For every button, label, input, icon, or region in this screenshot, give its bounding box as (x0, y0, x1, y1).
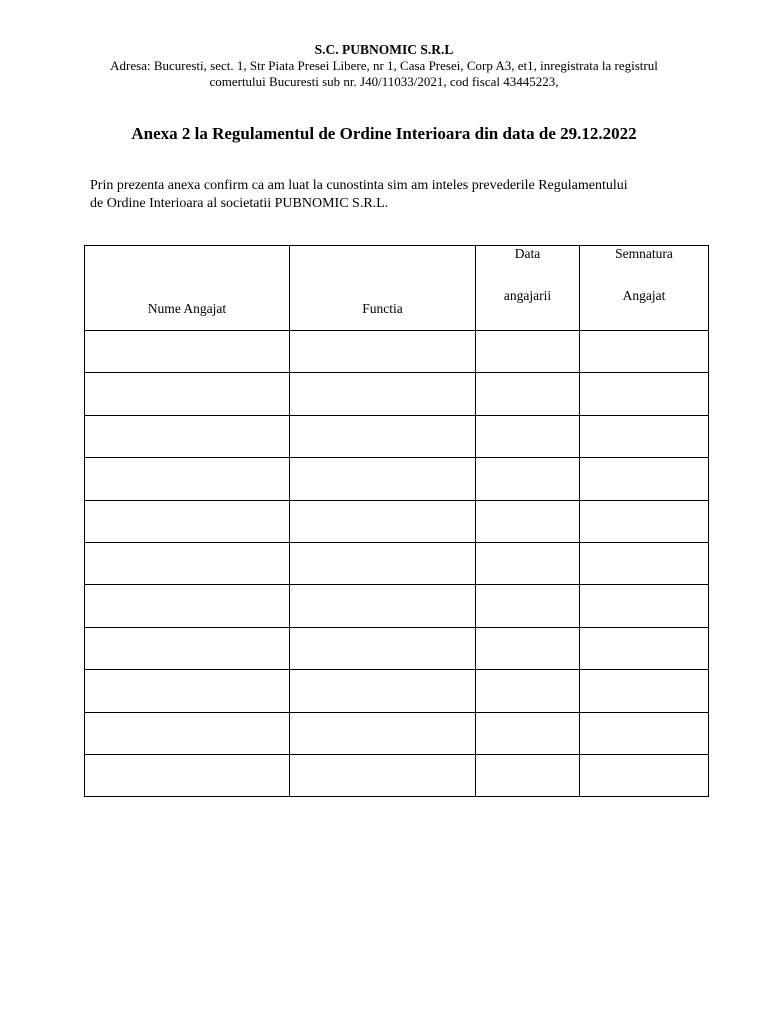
table-row (85, 415, 709, 457)
cell-name[interactable] (85, 712, 290, 754)
company-address-line-2: comertului Bucuresti sub nr. J40/11033/2021, cod fiscal 43445223, (209, 74, 559, 89)
table-header-row (85, 246, 709, 331)
cell-signature[interactable] (580, 627, 709, 669)
document-title: Anexa 2 la Regulamentul de Ordine Interioara din data de 29.12.2022 (131, 124, 637, 143)
intro-line-1: Prin prezenta anexa confirm ca am luat la cunostinta sim am inteles prevederile Regulamentului (90, 178, 628, 193)
cell-signature[interactable] (580, 542, 709, 584)
cell-function[interactable] (290, 712, 476, 754)
cell-name[interactable] (85, 373, 290, 415)
cell-signature[interactable] (580, 373, 709, 415)
company-name: S.C. PUBNOMIC S.R.L (314, 42, 454, 57)
cell-name[interactable] (85, 754, 290, 796)
table-row (85, 670, 709, 712)
table-row (85, 754, 709, 796)
cell-date[interactable] (476, 542, 580, 584)
cell-function[interactable] (290, 331, 476, 373)
company-address-line-1: Adresa: Bucuresti, sect. 1, Str Piata Presei Libere, nr 1, Casa Presei, Corp A3, et1, inregistrata la registrul (110, 58, 658, 73)
cell-date[interactable] (476, 331, 580, 373)
cell-date[interactable] (476, 754, 580, 796)
cell-function[interactable] (290, 415, 476, 457)
header-function-cell (290, 246, 476, 331)
table-row (85, 585, 709, 627)
header-function: Functia (362, 301, 403, 316)
cell-name[interactable] (85, 542, 290, 584)
header-date-cell (476, 246, 580, 331)
header-name: Nume Angajat (147, 301, 227, 316)
header-date-bottom: angajarii (503, 288, 552, 303)
table-row (85, 712, 709, 754)
cell-date[interactable] (476, 500, 580, 542)
table-row (85, 627, 709, 669)
cell-function[interactable] (290, 542, 476, 584)
cell-name[interactable] (85, 331, 290, 373)
cell-signature[interactable] (580, 331, 709, 373)
cell-name[interactable] (85, 670, 290, 712)
employee-signature-table (84, 245, 709, 797)
cell-date[interactable] (476, 458, 580, 500)
cell-name[interactable] (85, 627, 290, 669)
table-row (85, 331, 709, 373)
cell-date[interactable] (476, 373, 580, 415)
cell-signature[interactable] (580, 712, 709, 754)
cell-function[interactable] (290, 585, 476, 627)
table-row (85, 373, 709, 415)
intro-line-2: de Ordine Interioara al societatii PUBNOMIC S.R.L. (90, 196, 389, 211)
cell-date[interactable] (476, 627, 580, 669)
header-signature-top: Semnatura (615, 246, 673, 261)
cell-function[interactable] (290, 458, 476, 500)
cell-date[interactable] (476, 670, 580, 712)
cell-signature[interactable] (580, 415, 709, 457)
cell-name[interactable] (85, 500, 290, 542)
table-row (85, 458, 709, 500)
cell-date[interactable] (476, 712, 580, 754)
cell-signature[interactable] (580, 754, 709, 796)
company-address (60, 58, 708, 90)
header-name-cell (85, 246, 290, 331)
table-row (85, 500, 709, 542)
cell-signature[interactable] (580, 458, 709, 500)
header-date-top: Data (514, 246, 541, 261)
cell-function[interactable] (290, 754, 476, 796)
cell-signature[interactable] (580, 500, 709, 542)
intro-paragraph (90, 177, 710, 213)
header-signature-bottom: Angajat (622, 288, 666, 303)
cell-function[interactable] (290, 500, 476, 542)
cell-name[interactable] (85, 585, 290, 627)
table-row (85, 542, 709, 584)
cell-signature[interactable] (580, 670, 709, 712)
cell-date[interactable] (476, 415, 580, 457)
cell-date[interactable] (476, 585, 580, 627)
header-signature-cell (580, 246, 709, 331)
cell-function[interactable] (290, 670, 476, 712)
cell-name[interactable] (85, 458, 290, 500)
cell-function[interactable] (290, 627, 476, 669)
cell-function[interactable] (290, 373, 476, 415)
cell-signature[interactable] (580, 585, 709, 627)
cell-name[interactable] (85, 415, 290, 457)
